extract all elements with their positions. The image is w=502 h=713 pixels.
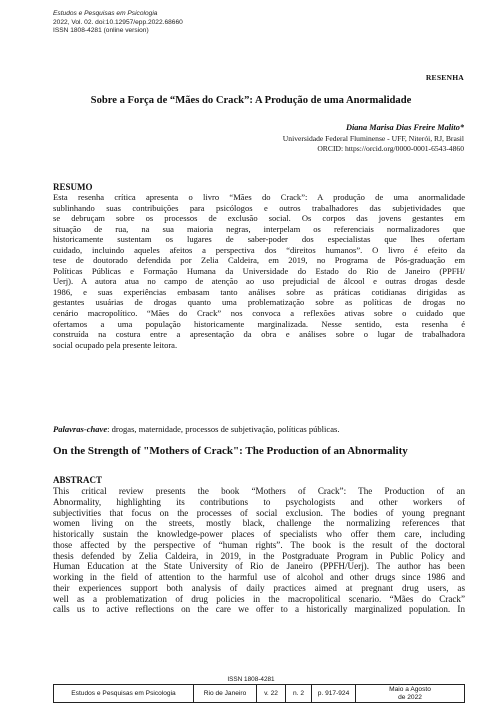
journal-name: Estudos e Pesquisas em Psicologia [53, 10, 158, 17]
footer-date-line1: Maio a Agosto [389, 686, 431, 694]
text-line: se debruçam sobre os processos de exclusão social. Os corpos das jovens gestantes em [53, 213, 465, 224]
author-orcid[interactable]: ORCID: https://orcid.org/0000-0001-6543-4860 [317, 144, 464, 154]
keywords-label: Palavras-chave [53, 424, 108, 434]
text-line: Políticas Públicas e Formação Humana da Universidade do Estado do Rio de Janeiro (PPFH/ [53, 265, 465, 276]
text-line: sublinhando suas contribuições para psicólogos e outros trabalhadores das subjetividades que [53, 202, 465, 213]
text-line: calls us to active reflections on the care we offer to a historically marginalized population. In [53, 604, 465, 615]
author-block [283, 123, 464, 155]
text-line: historicamente sustentam os lugares de saber-poder dos especialistas que lhes ofertam [53, 234, 465, 245]
text-line: Uerj). A autora atua no campo de atenção ao uso prejudicial de álcool e outras drogas desde [53, 276, 465, 287]
text-line: working in the field of attention to the harmful use of alcohol and other drugs since 1986 and [53, 572, 465, 582]
section-label: RESENHA [425, 73, 464, 82]
text-line: cuidado, incluindo aqueles afeitos a perspectiva dos “direitos humanos”. O livro é efeito da [53, 244, 465, 255]
text-line: cenário macropolítico. “Mães do Crack” nos convoca a reflexões ativas sobre o cuidado que [53, 308, 465, 319]
issn-online: ISSN 1808-4281 (online version) [53, 27, 149, 35]
keywords-pt [53, 424, 340, 434]
article-title-pt: Sobre a Força de “Mães do Crack”: A Produção de uma Anormalidade [90, 95, 412, 106]
abstract-body [53, 486, 465, 615]
abstract-heading: ABSTRACT [53, 475, 103, 485]
text-line: Esta resenha crítica apresenta o livro “Mães do Crack”: A produção de uma anormalidade [53, 192, 465, 202]
footer-date [356, 685, 464, 702]
text-line: their experiences support both analysis of daily practices aimed at pregnant drug users, as [53, 582, 465, 593]
author-name: Diana Marisa Dias Freire Malito* [345, 123, 464, 132]
author-affiliation: Universidade Federal Fluminense - UFF, Niterói, RJ, Brasil [282, 133, 464, 143]
footer-city: Rio de Janeiro [194, 685, 257, 702]
footer-journal: Estudos e Pesquisas em Psicologia [54, 685, 194, 702]
text-line: those affected by the perspective of “human rights”. The book is the result of the doctoral [53, 539, 465, 550]
footer-issn: ISSN 1808-4281 [227, 676, 275, 683]
text-line: historically sustain the knowledge-power places of specialists who offer them care, including [53, 529, 465, 539]
footer-table [53, 684, 465, 703]
text-line: women living on the streets, mostly black, challenge the normalizing references that [53, 518, 465, 529]
text-line: ofertamos a uma população historicamente marginalizada. Nesse sentido, esta resenha é [53, 318, 465, 329]
text-line: Human Education at the State University of Rio de Janeiro (PPFH/Uerj). The author has been [53, 561, 465, 572]
footer-pages: p. 917-924 [312, 685, 356, 702]
text-line: 1986, e suas experiências embasam tanto análises sobre as práticas cotidianas dirigidas as [53, 286, 465, 297]
footer-date-line2: de 2022 [398, 693, 422, 701]
volume-doi: 2022, Vol. 02. doi:10.12957/epp.2022.68660 [53, 18, 183, 26]
text-line: construída na costura entre a apresentação da obra e análises sobre o lugar de trabalhadora [53, 329, 465, 340]
resumo-body [53, 192, 465, 350]
article-title-en: On the Strength of "Mothers of Crack": The Production of an Abnormality [53, 445, 408, 457]
text-line: thesis defended by Zelia Caldeira, in 2019, in the Postgraduate Program in Public Policy and [53, 550, 465, 561]
text-line: situação de rua, na sua maioria negras, interpelam os referenciais normalizadores que [53, 223, 465, 234]
resumo-heading: RESUMO [53, 182, 93, 192]
text-line: subjectivities that focus on the processes of social exclusion. The bodies of young pregnant [53, 507, 465, 518]
text-line: well as a problematization of drug policies in the macropolitical scenario. “Mães do Crack” [53, 593, 465, 604]
text-line: gestantes usuárias de drogas quanto uma problematização sobre as políticas de drogas no [53, 297, 465, 308]
footer-number: n. 2 [286, 685, 312, 702]
text-line: social ocupado pela presente leitora. [53, 339, 178, 350]
keywords-text: : drogas, maternidade, processos de subjetivação, políticas públicas. [107, 424, 340, 434]
text-line: tese de doutorado defendida por Zelia Caldeira, em 2019, no Programa de Pós-graduação em [53, 255, 465, 266]
running-header [53, 10, 183, 36]
text-line: Abnormality, highlighting its contributions to psychologists and other workers of [53, 496, 465, 507]
text-line: This critical review presents the book “Mothers of Crack”: The Production of an [53, 486, 465, 496]
footer-volume: v. 22 [257, 685, 286, 702]
